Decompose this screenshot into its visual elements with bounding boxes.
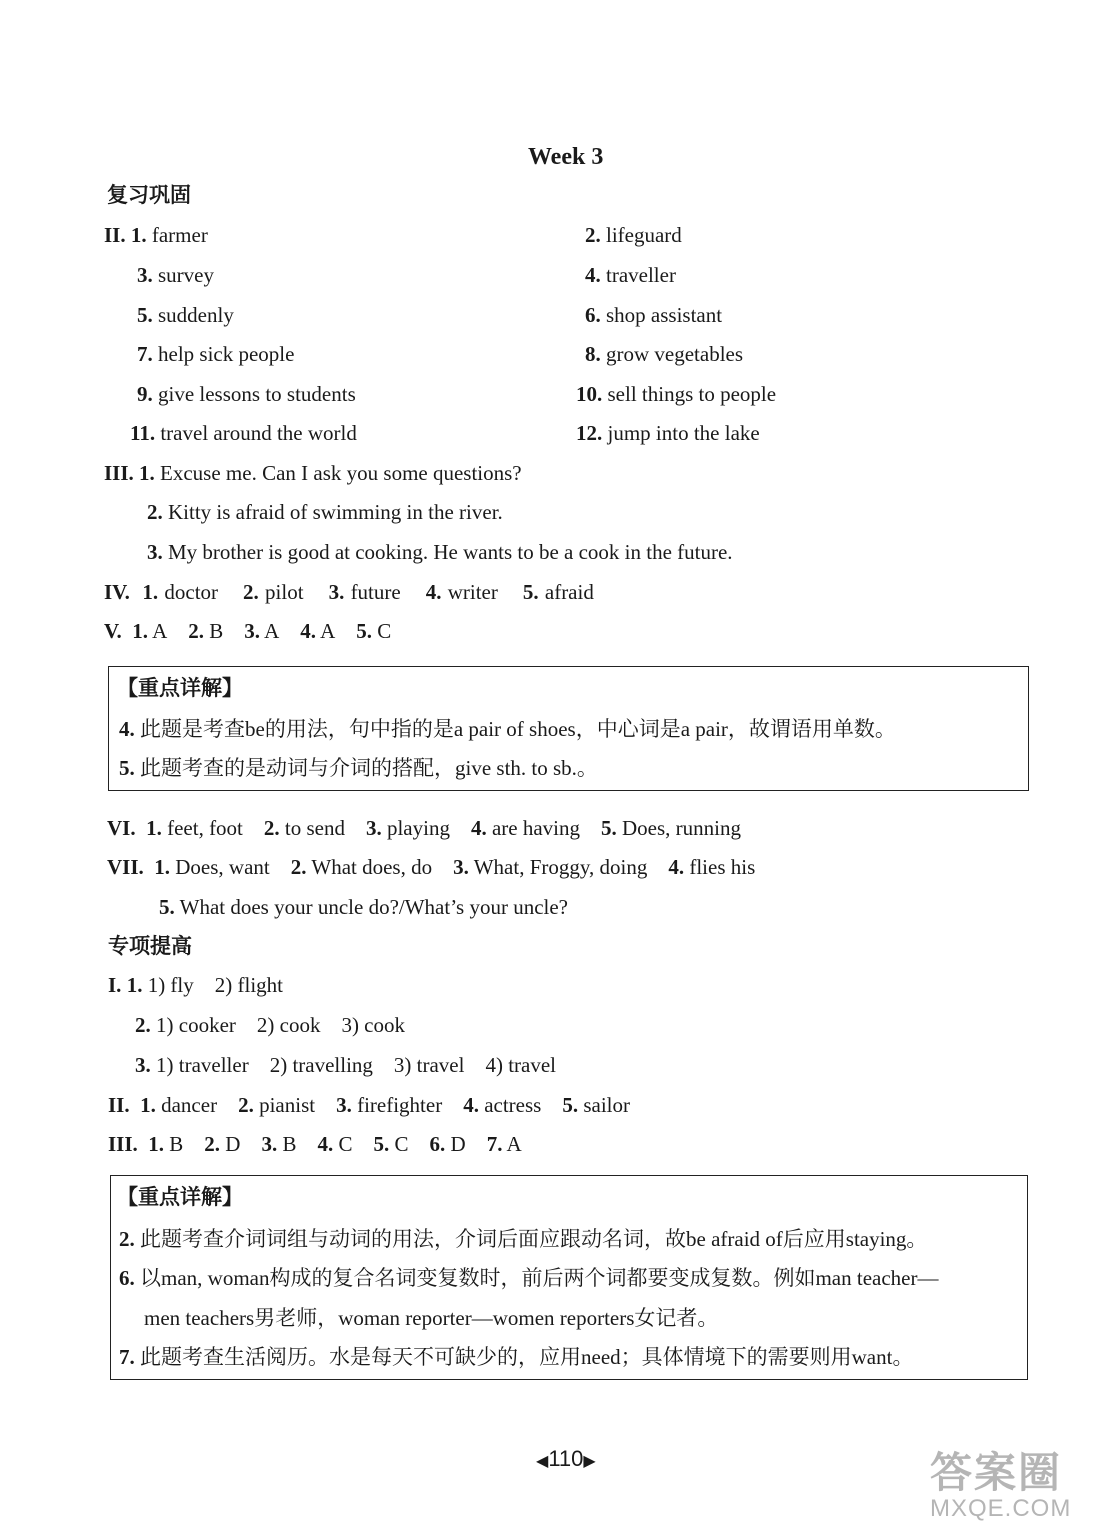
- section1-iv-line: IV. 1. doctor 2. pilot 3. future 4. writer 5. afraid: [104, 580, 594, 604]
- section1-ii-row1-left: [104, 222, 208, 248]
- section-heading-improve: 专项提高: [108, 934, 192, 958]
- section1-ii-row6-left: 11. travel around the world: [130, 421, 357, 445]
- section1-ii-row2-right: 4. traveller: [585, 263, 676, 287]
- section1-ii-row5-right: 10. sell things to people: [576, 382, 777, 406]
- section2-ii-line: II. 1. dancer 2. pianist 3. firefighter 4. actress 5. sailor: [108, 1093, 630, 1117]
- triangle-left-icon: ◀: [536, 1453, 549, 1470]
- section1-v-line: V. 1. A 2. B 3. A 4. A 5. C: [104, 619, 392, 643]
- explanation-box-2: [110, 1175, 1028, 1380]
- explanation-box-1: [108, 666, 1029, 791]
- page-number: ◀110▶: [536, 1446, 596, 1471]
- section1-ii-row2-left: 3. survey: [137, 263, 214, 287]
- section2-iii-line: III. 1. B 2. D 3. B 4. C 5. C 6. D 7. A: [108, 1132, 522, 1156]
- item-number: 1.: [130, 223, 147, 247]
- explanation-line: 5. 此题考查的是动词与介词的搭配，give sth. to sb.。: [119, 756, 598, 780]
- section1-ii-row3-left: 5. suddenly: [137, 303, 234, 327]
- section1-ii-row3-right: 6. shop assistant: [585, 303, 723, 327]
- explanation-line: 7. 此题考查生活阅历。水是每天不可缺少的，应用need；具体情境下的需要则用want。: [119, 1345, 914, 1369]
- section2-i-row2: 2. 1) cooker 2) cook 3) cook: [135, 1013, 406, 1037]
- watermark-url: MXQE.COM: [930, 1495, 1072, 1522]
- section2-i-row3: 3. 1) traveller 2) travelling 3) travel 4) travel: [135, 1053, 557, 1077]
- section1-vii-line2: 5. What does your uncle do?/What’s your uncle?: [159, 895, 568, 919]
- section-heading-review: 复习巩固: [107, 183, 191, 207]
- section2-i-row1: I. 1. 1) fly 2) flight: [108, 973, 283, 997]
- section1-ii-row6-right: 12. jump into the lake: [576, 421, 760, 445]
- page-title: Week 3: [528, 144, 604, 170]
- roman-label: II.: [104, 223, 126, 247]
- section1-ii-row4-left: 7. help sick people: [137, 342, 295, 366]
- explanation-line-continued: men teachers男老师，woman reporter—women reporters女记者。: [144, 1306, 719, 1330]
- explanation-heading: 【重点详解】: [117, 1185, 243, 1209]
- section1-ii-row5-left: 9. give lessons to students: [137, 382, 356, 406]
- section1-ii-row1-right: 2. lifeguard: [585, 223, 682, 247]
- section1-iii-line3: 3. My brother is good at cooking. He wants to be a cook in the future.: [147, 540, 733, 564]
- triangle-right-icon: ▶: [583, 1453, 596, 1470]
- explanation-line: 4. 此题是考查be的用法，句中指的是a pair of shoes，中心词是a pair，故谓语用单数。: [119, 717, 896, 741]
- section1-vi-line: VI. 1. feet, foot 2. to send 3. playing 4. are having 5. Does, running: [107, 816, 742, 840]
- answer-text: farmer: [151, 223, 208, 247]
- section1-ii-row4-right: 8. grow vegetables: [585, 342, 744, 366]
- explanation-line: 2. 此题考查介词词组与动词的用法，介词后面应跟动名词，故be afraid of后应用staying。: [119, 1227, 928, 1251]
- explanation-line: 6. 以man, woman构成的复合名词变复数时，前后两个词都要变成复数。例如man teacher—: [119, 1266, 939, 1290]
- explanation-heading: 【重点详解】: [117, 676, 243, 700]
- section1-iii-line2: 2. Kitty is afraid of swimming in the river.: [147, 500, 503, 524]
- section1-vii-line1: VII. 1. Does, want 2. What does, do 3. What, Froggy, doing 4. flies his: [107, 855, 756, 879]
- watermark-logo: 答案圈: [930, 1449, 1063, 1496]
- section1-iii-line1: III. 1. Excuse me. Can I ask you some questions?: [104, 461, 522, 485]
